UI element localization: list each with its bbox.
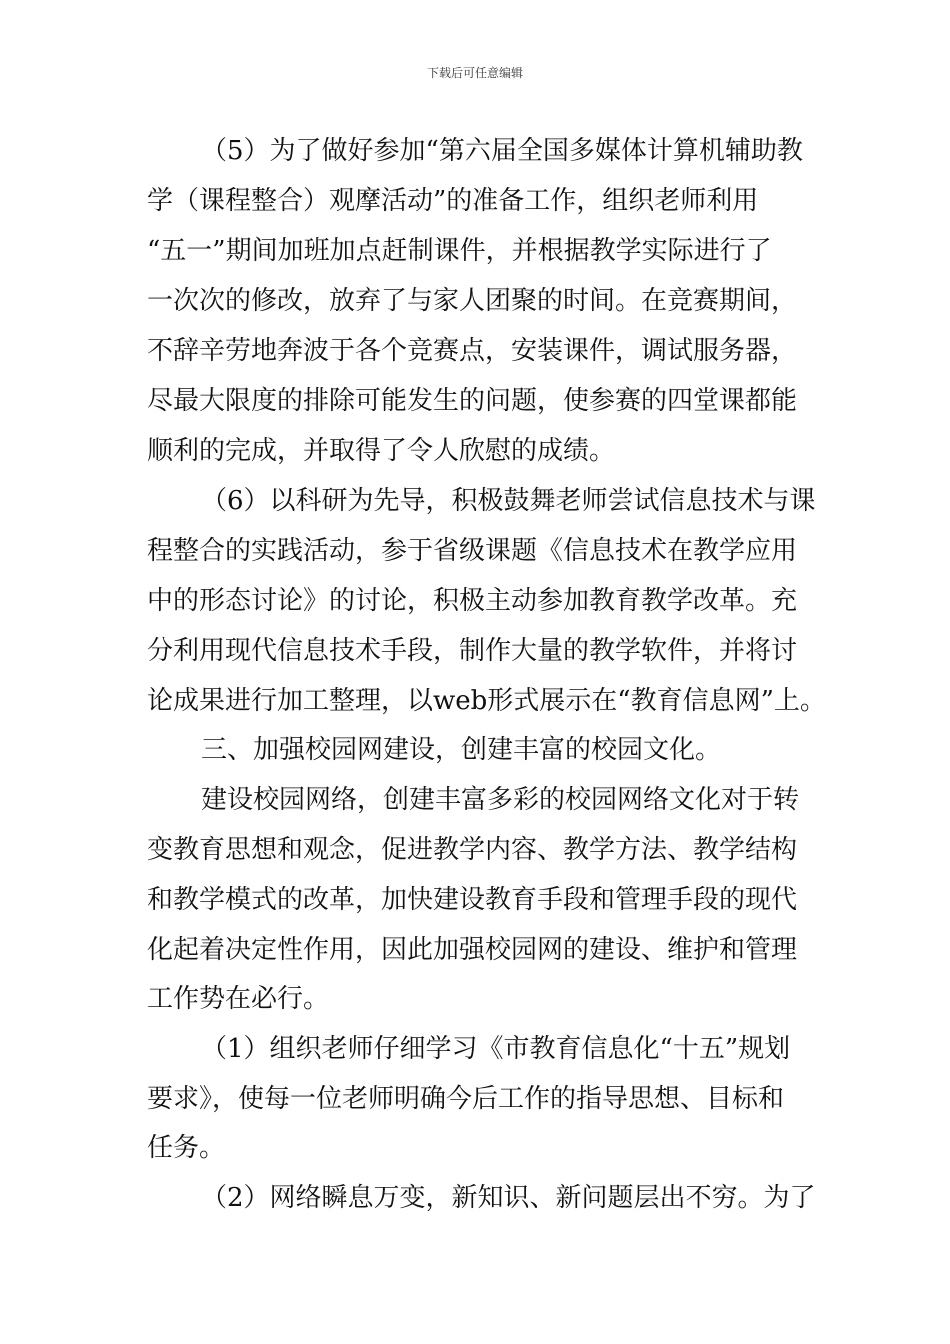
paragraph-line: 工作势在必行。 <box>147 984 330 1014</box>
section-heading: 三、加强校园网建设，创建丰富的校园文化。 <box>201 735 722 765</box>
paragraph-line: （1）组织老师仔细学习《市教育信息化“十五”规划 <box>201 1034 791 1064</box>
paragraph-line: 分利用现代信息技术手段，制作大量的教学软件，并将讨 <box>147 636 798 666</box>
paragraph-line: （6）以科研为先导，积极鼓舞老师尝试信息技术与课 <box>201 486 816 516</box>
paragraph-line: 一次次的修改，放弃了与家人团聚的时间。在竞赛期间， <box>147 286 798 316</box>
paragraph-line: 和教学模式的改革，加快建设教育手段和管理手段的现代 <box>147 885 798 915</box>
paragraph-line: 建设校园网络，创建丰富多彩的校园网络文化对于转 <box>201 785 800 815</box>
page-header: 下载后可任意编辑 <box>426 66 523 80</box>
paragraph-line: 尽最大限度的排除可能发生的问题，使参赛的四堂课都能 <box>147 386 798 416</box>
paragraph-line: （5）为了做好参加“第六届全国多媒体计算机辅助教 <box>201 136 803 166</box>
paragraph-line: 论成果进行加工整理，以web形式展示在“教育信息网”上。 <box>147 686 826 716</box>
paragraph-line: 变教育思想和观念，促进教学内容、教学方法、教学结构 <box>147 835 798 865</box>
paragraph-line: 要求》，使每一位老师明确今后工作的指导思想、目标和 <box>147 1084 785 1114</box>
paragraph-line: 学（课程整合）观摩活动”的准备工作，组织老师利用 <box>147 186 759 216</box>
paragraph-line: 化起着决定性作用，因此加强校园网的建设、维护和管理 <box>147 935 798 965</box>
paragraph-line: 中的形态讨论》的讨论，积极主动参加教育教学改革。充 <box>147 586 798 616</box>
paragraph-line: （2）网络瞬息万变，新知识、新问题层出不穷。为了 <box>201 1183 816 1213</box>
paragraph-line: 不辞辛劳地奔波于各个竞赛点，安装课件，调试服务器， <box>147 336 798 366</box>
paragraph-line: 顺利的完成，并取得了令人欣慰的成绩。 <box>147 436 616 466</box>
paragraph-line: 任务。 <box>147 1133 226 1163</box>
paragraph-line: 程整合的实践活动，参于省级课题《信息技术在教学应用 <box>147 536 798 566</box>
paragraph-line: “五一”期间加班加点赶制课件，并根据教学实际进行了 <box>147 236 772 266</box>
